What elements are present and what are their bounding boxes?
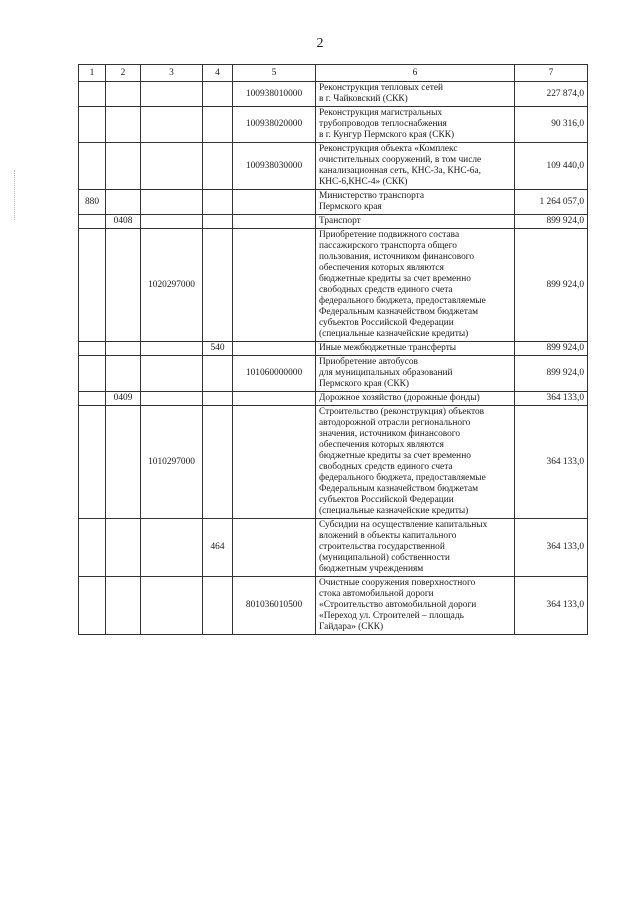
table-row bbox=[79, 406, 588, 519]
expense-type-cell bbox=[203, 392, 233, 406]
target-article-cell bbox=[141, 190, 203, 215]
expense-type-cell bbox=[203, 215, 233, 229]
expense-type-cell bbox=[203, 82, 233, 107]
subsection-code-cell: 0408 bbox=[106, 215, 141, 229]
section-code-cell bbox=[79, 392, 106, 406]
amount-cell: 364 133,0 bbox=[515, 519, 588, 577]
subsection-code-cell bbox=[106, 519, 141, 577]
description-cell: Реконструкция магистральных трубопроводов теплоснабжения в г. Кунгур Пермского края (СКК) bbox=[316, 107, 515, 143]
subsection-code-cell bbox=[106, 342, 141, 356]
header-cell: 4 bbox=[203, 65, 233, 82]
subsection-code-cell bbox=[106, 82, 141, 107]
expense-type-cell bbox=[203, 356, 233, 392]
description-cell: Очистные сооружения поверхностного стока автомобильной дороги «Строительство автомобильной дороги «Переход ул. Строителей – площадь Гайдара» (СКК) bbox=[316, 577, 515, 635]
section-code-cell bbox=[79, 107, 106, 143]
expense-type-cell bbox=[203, 190, 233, 215]
target-article-cell bbox=[141, 519, 203, 577]
target-article-cell bbox=[141, 577, 203, 635]
object-code-cell bbox=[233, 190, 316, 215]
table-row bbox=[79, 342, 588, 356]
section-code-cell bbox=[79, 356, 106, 392]
target-article-cell bbox=[141, 107, 203, 143]
target-article-cell: 1010297000 bbox=[141, 406, 203, 519]
table-row bbox=[79, 229, 588, 342]
section-code-cell bbox=[79, 215, 106, 229]
section-code-cell bbox=[79, 229, 106, 342]
amount-cell: 1 264 057,0 bbox=[515, 190, 588, 215]
object-code-cell bbox=[233, 229, 316, 342]
header-cell: 7 bbox=[515, 65, 588, 82]
target-article-cell bbox=[141, 356, 203, 392]
header-cell: 2 bbox=[106, 65, 141, 82]
description-cell: Приобретение подвижного состава пассажирского транспорта общего пользования, источником финансового обеспечения которых являются бюджетные кредиты за счет временно свободных средств единого счета федерального бюджета, предоставляемые Федеральным казначейством бюджетам субъектов Российской Федерации (специальные казначейские кредиты) bbox=[316, 229, 515, 342]
subsection-code-cell bbox=[106, 107, 141, 143]
amount-cell: 364 133,0 bbox=[515, 577, 588, 635]
section-code-cell bbox=[79, 342, 106, 356]
amount-cell: 364 133,0 bbox=[515, 406, 588, 519]
object-code-cell bbox=[233, 342, 316, 356]
description-cell: Транспорт bbox=[316, 215, 515, 229]
amount-cell: 109 440,0 bbox=[515, 143, 588, 190]
object-code-cell bbox=[233, 392, 316, 406]
table-row bbox=[79, 190, 588, 215]
object-code-cell: 100938030000 bbox=[233, 143, 316, 190]
section-code-cell: 880 bbox=[79, 190, 106, 215]
header-cell: 3 bbox=[141, 65, 203, 82]
description-cell: Министерство транспорта Пермского края bbox=[316, 190, 515, 215]
table-row bbox=[79, 577, 588, 635]
amount-cell: 227 874,0 bbox=[515, 82, 588, 107]
subsection-code-cell: 0409 bbox=[106, 392, 141, 406]
expense-type-cell bbox=[203, 577, 233, 635]
expense-type-cell: 464 bbox=[203, 519, 233, 577]
target-article-cell bbox=[141, 342, 203, 356]
table-row bbox=[79, 143, 588, 190]
table-header-row bbox=[79, 65, 588, 82]
subsection-code-cell bbox=[106, 143, 141, 190]
amount-cell: 899 924,0 bbox=[515, 229, 588, 342]
table-row bbox=[79, 82, 588, 107]
amount-cell: 899 924,0 bbox=[515, 342, 588, 356]
description-cell: Приобретение автобусов для муниципальных образований Пермского края (СКК) bbox=[316, 356, 515, 392]
table-row bbox=[79, 107, 588, 143]
subsection-code-cell bbox=[106, 190, 141, 215]
scan-margin-mark bbox=[14, 170, 17, 220]
amount-cell: 899 924,0 bbox=[515, 215, 588, 229]
target-article-cell bbox=[141, 82, 203, 107]
expense-type-cell: 540 bbox=[203, 342, 233, 356]
table-row bbox=[79, 215, 588, 229]
subsection-code-cell bbox=[106, 356, 141, 392]
description-cell: Субсидии на осуществление капитальных вложений в объекты капитального строительства государственной (муниципальной) собственности бюджетным учреждениям bbox=[316, 519, 515, 577]
description-cell: Реконструкция объекта «Комплекс очистительных сооружений, в том числе канализационная сеть, КНС-3а, КНС-6а, КНС-6,КНС-4» (СКК) bbox=[316, 143, 515, 190]
description-cell: Иные межбюджетные трансферты bbox=[316, 342, 515, 356]
amount-cell: 90 316,0 bbox=[515, 107, 588, 143]
header-cell: 1 bbox=[79, 65, 106, 82]
table-row bbox=[79, 356, 588, 392]
object-code-cell: 101060000000 bbox=[233, 356, 316, 392]
header-cell: 5 bbox=[233, 65, 316, 82]
target-article-cell bbox=[141, 215, 203, 229]
table-row bbox=[79, 392, 588, 406]
section-code-cell bbox=[79, 82, 106, 107]
description-cell: Реконструкция тепловых сетей в г. Чайковский (СКК) bbox=[316, 82, 515, 107]
object-code-cell: 801036010500 bbox=[233, 577, 316, 635]
target-article-cell bbox=[141, 392, 203, 406]
page-number: 2 bbox=[316, 36, 324, 51]
subsection-code-cell bbox=[106, 406, 141, 519]
subsection-code-cell bbox=[106, 229, 141, 342]
amount-cell: 899 924,0 bbox=[515, 356, 588, 392]
object-code-cell bbox=[233, 519, 316, 577]
object-code-cell: 100938020000 bbox=[233, 107, 316, 143]
object-code-cell bbox=[233, 215, 316, 229]
header-cell: 6 bbox=[316, 65, 515, 82]
description-cell: Строительство (реконструкция) объектов автодорожной отрасли регионального значения, источником финансового обеспечения которых являются бюджетные кредиты за счет временно свободных средств единого счета федерального бюджета, предоставляемые Федеральным казначейством бюджетам субъектов Российской Федерации (специальные казначейские кредиты) bbox=[316, 406, 515, 519]
section-code-cell bbox=[79, 577, 106, 635]
expense-type-cell bbox=[203, 107, 233, 143]
section-code-cell bbox=[79, 143, 106, 190]
object-code-cell bbox=[233, 406, 316, 519]
target-article-cell bbox=[141, 143, 203, 190]
subsection-code-cell bbox=[106, 577, 141, 635]
section-code-cell bbox=[79, 519, 106, 577]
object-code-cell: 100938010000 bbox=[233, 82, 316, 107]
expense-type-cell bbox=[203, 406, 233, 519]
budget-table bbox=[78, 64, 588, 635]
expense-type-cell bbox=[203, 143, 233, 190]
amount-cell: 364 133,0 bbox=[515, 392, 588, 406]
section-code-cell bbox=[79, 406, 106, 519]
target-article-cell: 1020297000 bbox=[141, 229, 203, 342]
description-cell: Дорожное хозяйство (дорожные фонды) bbox=[316, 392, 515, 406]
expense-type-cell bbox=[203, 229, 233, 342]
table-row bbox=[79, 519, 588, 577]
